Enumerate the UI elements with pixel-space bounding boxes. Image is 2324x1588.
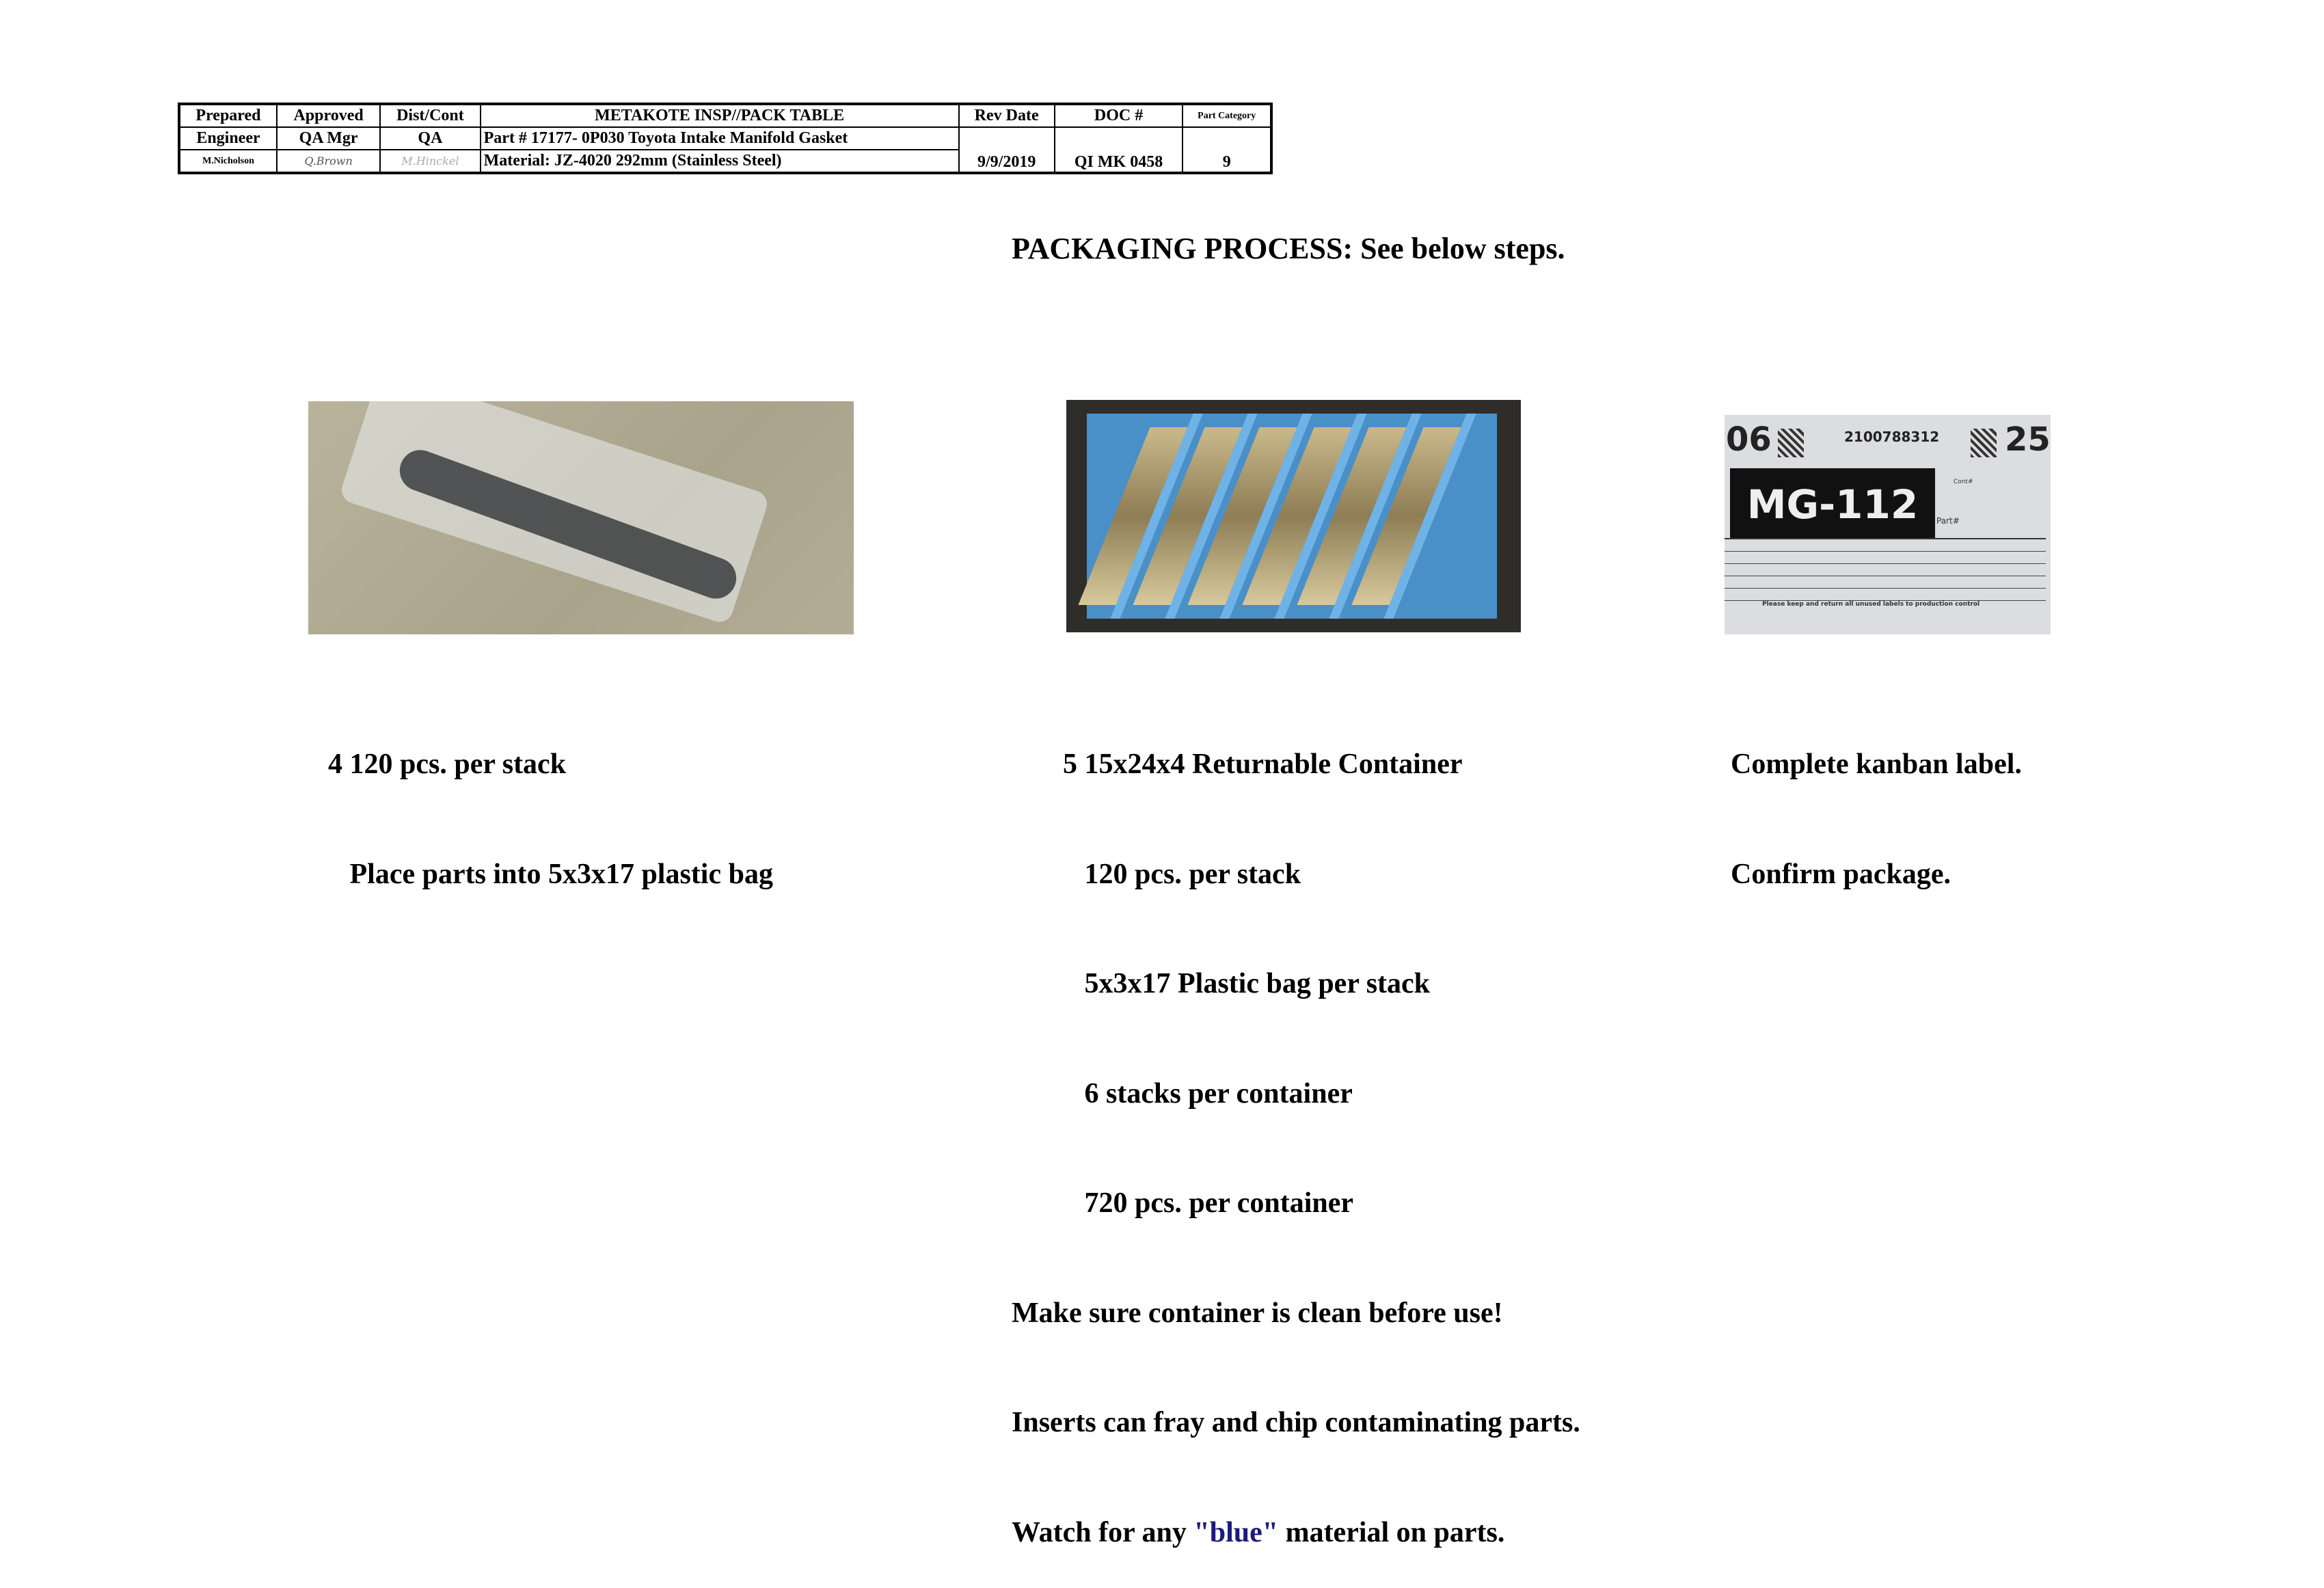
qr-code-icon (1971, 429, 1997, 457)
warning-line (1012, 1515, 1580, 1552)
step-line: 5 15x24x4 Returnable Container (1063, 749, 1463, 780)
kanban-process-grid (1725, 538, 2046, 601)
approved-signature: Q.Brown (277, 150, 380, 173)
cell-dist: Dist/Cont (380, 104, 480, 127)
step-4-instructions (328, 673, 773, 930)
cell-qa: QA (380, 127, 480, 150)
cell-preparer-name: M.Nicholson (179, 150, 277, 173)
kanban-part-label: Part# (1936, 516, 1960, 526)
cell-material: Material: JZ-4020 292mm (Stainless Steel) (481, 150, 959, 173)
step-line: 6 stacks per container (1063, 1077, 1353, 1109)
cell-rev-date: 9/9/2019 (959, 127, 1055, 173)
step-line: Complete kanban label. (1731, 749, 2022, 780)
step-5-instructions (1012, 673, 1580, 1588)
kanban-code: MG-112 (1730, 468, 1935, 540)
step-6-instructions (1731, 673, 2022, 930)
warning-text: Watch for any (1012, 1516, 1194, 1548)
warning-line: Make sure container is clean before use! (1012, 1297, 1503, 1329)
step-line: 120 pcs. per stack (1063, 858, 1301, 890)
cell-engineer: Engineer (179, 127, 277, 150)
photo-bagged-parts (308, 401, 854, 634)
kanban-id: 2100788312 (1844, 429, 1940, 445)
photo-kanban-label (1725, 415, 2051, 634)
qr-code-icon (1778, 429, 1804, 457)
step-line: Confirm package. (1731, 858, 1951, 890)
step-line: Place parts into 5x3x17 plastic bag (328, 858, 773, 890)
cell-part-category-label: Part Category (1183, 104, 1271, 127)
kanban-left-number: 06 (1726, 420, 1772, 459)
cell-table-title: METAKOTE INSP//PACK TABLE (481, 104, 959, 127)
cell-prepared: Prepared (179, 104, 277, 127)
photo-returnable-container (1066, 400, 1521, 632)
cell-doc-label: DOC # (1055, 104, 1183, 127)
warning-line: Inserts can fray and chip contaminating parts. (1012, 1407, 1580, 1438)
kanban-footer: Please keep and return all unused labels to production control (1762, 601, 1980, 608)
step-line: 720 pcs. per container (1063, 1187, 1354, 1219)
page-title: PACKAGING PROCESS: See below steps. (1012, 232, 1565, 265)
blue-highlight: "blue" (1193, 1516, 1279, 1548)
step-line: 5x3x17 Plastic bag per stack (1063, 968, 1431, 999)
header-table (178, 103, 1273, 174)
cell-doc-number: QI MK 0458 (1055, 127, 1183, 173)
cell-qa-mgr: QA Mgr (277, 127, 380, 150)
cell-part-number: Part # 17177- 0P030 Toyota Intake Manifold Gasket (481, 127, 959, 150)
cell-rev-date-label: Rev Date (959, 104, 1055, 127)
kanban-cont-label: Cont# (1954, 479, 1973, 485)
step-line: 4 120 pcs. per stack (328, 749, 567, 780)
cell-part-category: 9 (1183, 127, 1271, 173)
warning-text: material on parts. (1278, 1516, 1505, 1548)
kanban-right-number: 25 (2005, 420, 2051, 459)
dist-signature: M.Hinckel (380, 150, 480, 173)
cell-approved: Approved (277, 104, 380, 127)
